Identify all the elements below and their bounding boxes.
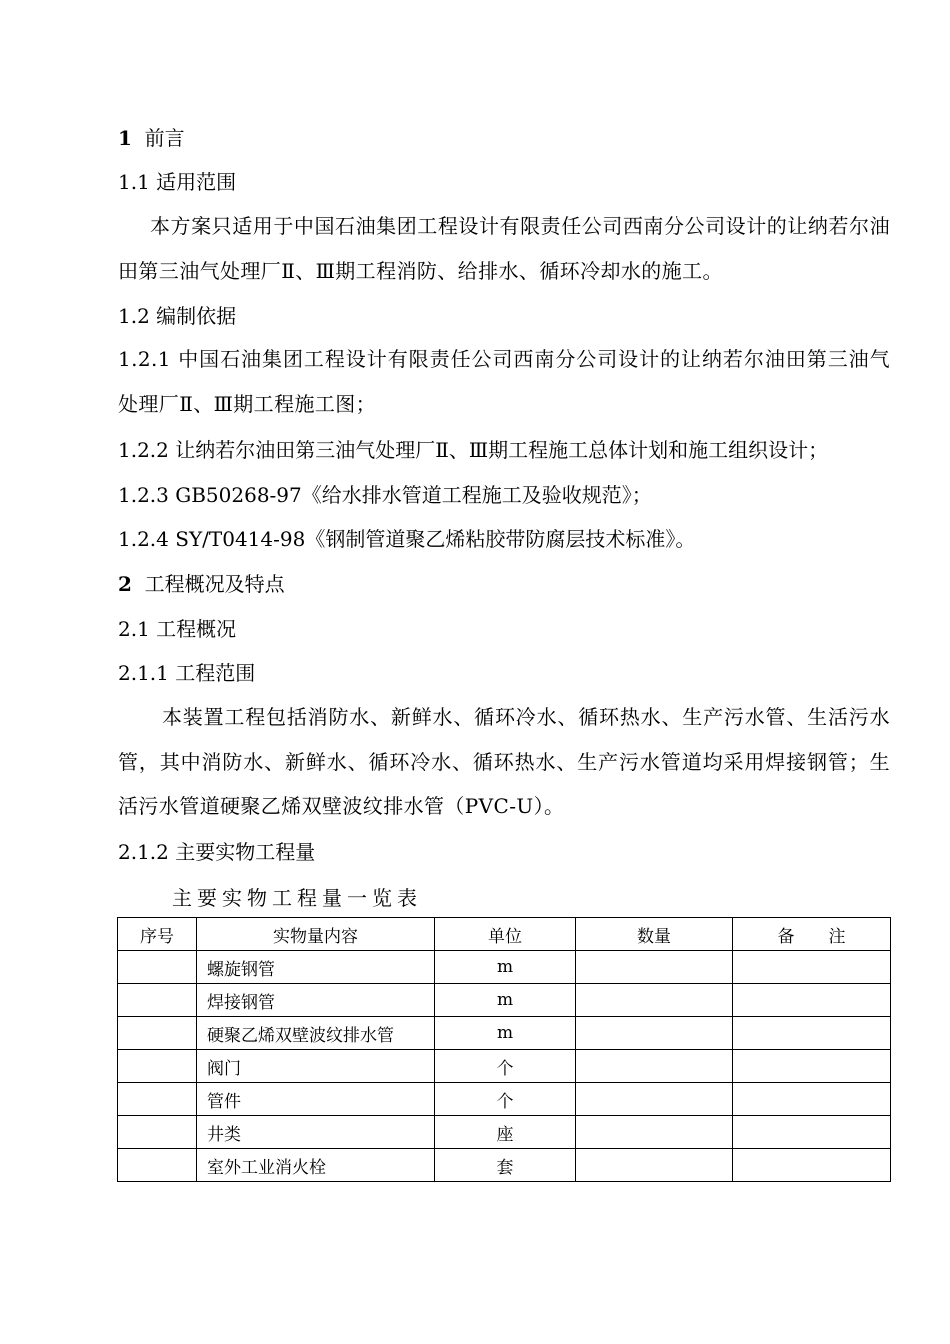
cell-unit: 座: [435, 1116, 576, 1149]
section-1-2-heading: 1.2 编制依据: [118, 304, 237, 328]
section-1-title: 前言: [144, 126, 185, 150]
section-1-1-heading: 1.1 适用范围: [118, 170, 237, 194]
header-unit: 单位: [435, 918, 576, 951]
quantity-table: [117, 917, 891, 1182]
section-1-1-body: 本方案只适用于中国石油集团工程设计有限责任公司西南分公司设计的让纳若尔油田第三油气处理厂Ⅱ、Ⅲ期工程消防、给排水、循环冷却水的施工。: [118, 214, 890, 283]
cell-item: 焊接钢管: [197, 984, 435, 1017]
cell-note: [733, 1083, 891, 1116]
cell-no: [118, 984, 197, 1017]
cell-note: [733, 1149, 891, 1182]
cell-unit: m: [435, 984, 576, 1017]
section-1-heading: [118, 125, 185, 151]
cell-unit: 个: [435, 1083, 576, 1116]
table-row: [118, 1149, 891, 1182]
cell-note: [733, 984, 891, 1017]
cell-item: 管件: [197, 1083, 435, 1116]
section-2-number: 2: [118, 572, 132, 596]
cell-item: 硬聚乙烯双壁波纹排水管: [197, 1017, 435, 1050]
cell-note: [733, 951, 891, 984]
table-row: [118, 1116, 891, 1149]
cell-unit: m: [435, 1017, 576, 1050]
section-2-1-2-heading: 2.1.2 主要实物工程量: [118, 840, 316, 864]
cell-item: 井类: [197, 1116, 435, 1149]
table-caption: 主要实物工程量一览表: [172, 886, 422, 910]
section-1-2-4: 1.2.4 SY/T0414-98《钢制管道聚乙烯粘胶带防腐层技术标准》。: [118, 527, 696, 551]
cell-qty: [576, 1083, 733, 1116]
cell-no: [118, 1149, 197, 1182]
cell-unit: 个: [435, 1050, 576, 1083]
section-2-1-1-heading: 2.1.1 工程范围: [118, 661, 256, 685]
cell-no: [118, 1050, 197, 1083]
cell-qty: [576, 951, 733, 984]
cell-no: [118, 951, 197, 984]
cell-qty: [576, 1116, 733, 1149]
cell-qty: [576, 984, 733, 1017]
cell-unit: m: [435, 951, 576, 984]
cell-item: 螺旋钢管: [197, 951, 435, 984]
table-row: [118, 984, 891, 1017]
header-qty: 数量: [576, 918, 733, 951]
section-2-1-heading: 2.1 工程概况: [118, 617, 237, 641]
section-2-1-1-body: 本装置工程包括消防水、新鲜水、循环冷水、循环热水、生产污水管、生活污水管，其中消防水、新鲜水、循环冷水、循环热水、生产污水管道均采用焊接钢管；生活污水管道硬聚乙烯双壁波纹排水管（PVC-U）。: [118, 705, 890, 819]
cell-note: [733, 1050, 891, 1083]
cell-item: 阀门: [197, 1050, 435, 1083]
cell-qty: [576, 1050, 733, 1083]
section-1-2-3: 1.2.3 GB50268-97《给水排水管道工程施工及验收规范》；: [118, 483, 652, 507]
header-item: 实物量内容: [197, 918, 435, 951]
table-row: [118, 1017, 891, 1050]
cell-no: [118, 1116, 197, 1149]
cell-unit: 套: [435, 1149, 576, 1182]
cell-note: [733, 1116, 891, 1149]
cell-qty: [576, 1149, 733, 1182]
table-row: [118, 951, 891, 984]
section-1-number: 1: [118, 126, 132, 150]
header-note: 备 注: [733, 918, 891, 951]
header-no: 序号: [118, 918, 197, 951]
table-row: [118, 1050, 891, 1083]
cell-no: [118, 1017, 197, 1050]
table-header-row: [118, 918, 891, 951]
cell-item: 室外工业消火栓: [197, 1149, 435, 1182]
section-1-2-1: 1.2.1 中国石油集团工程设计有限责任公司西南分公司设计的让纳若尔油田第三油气处理厂Ⅱ、Ⅲ期工程施工图；: [118, 347, 890, 416]
cell-qty: [576, 1017, 733, 1050]
section-2-title: 工程概况及特点: [144, 572, 285, 596]
cell-no: [118, 1083, 197, 1116]
section-2-heading: [118, 571, 285, 597]
cell-note: [733, 1017, 891, 1050]
table-row: [118, 1083, 891, 1116]
section-1-2-2: 1.2.2 让纳若尔油田第三油气处理厂Ⅱ、Ⅲ期工程施工总体计划和施工组织设计；: [118, 438, 829, 462]
